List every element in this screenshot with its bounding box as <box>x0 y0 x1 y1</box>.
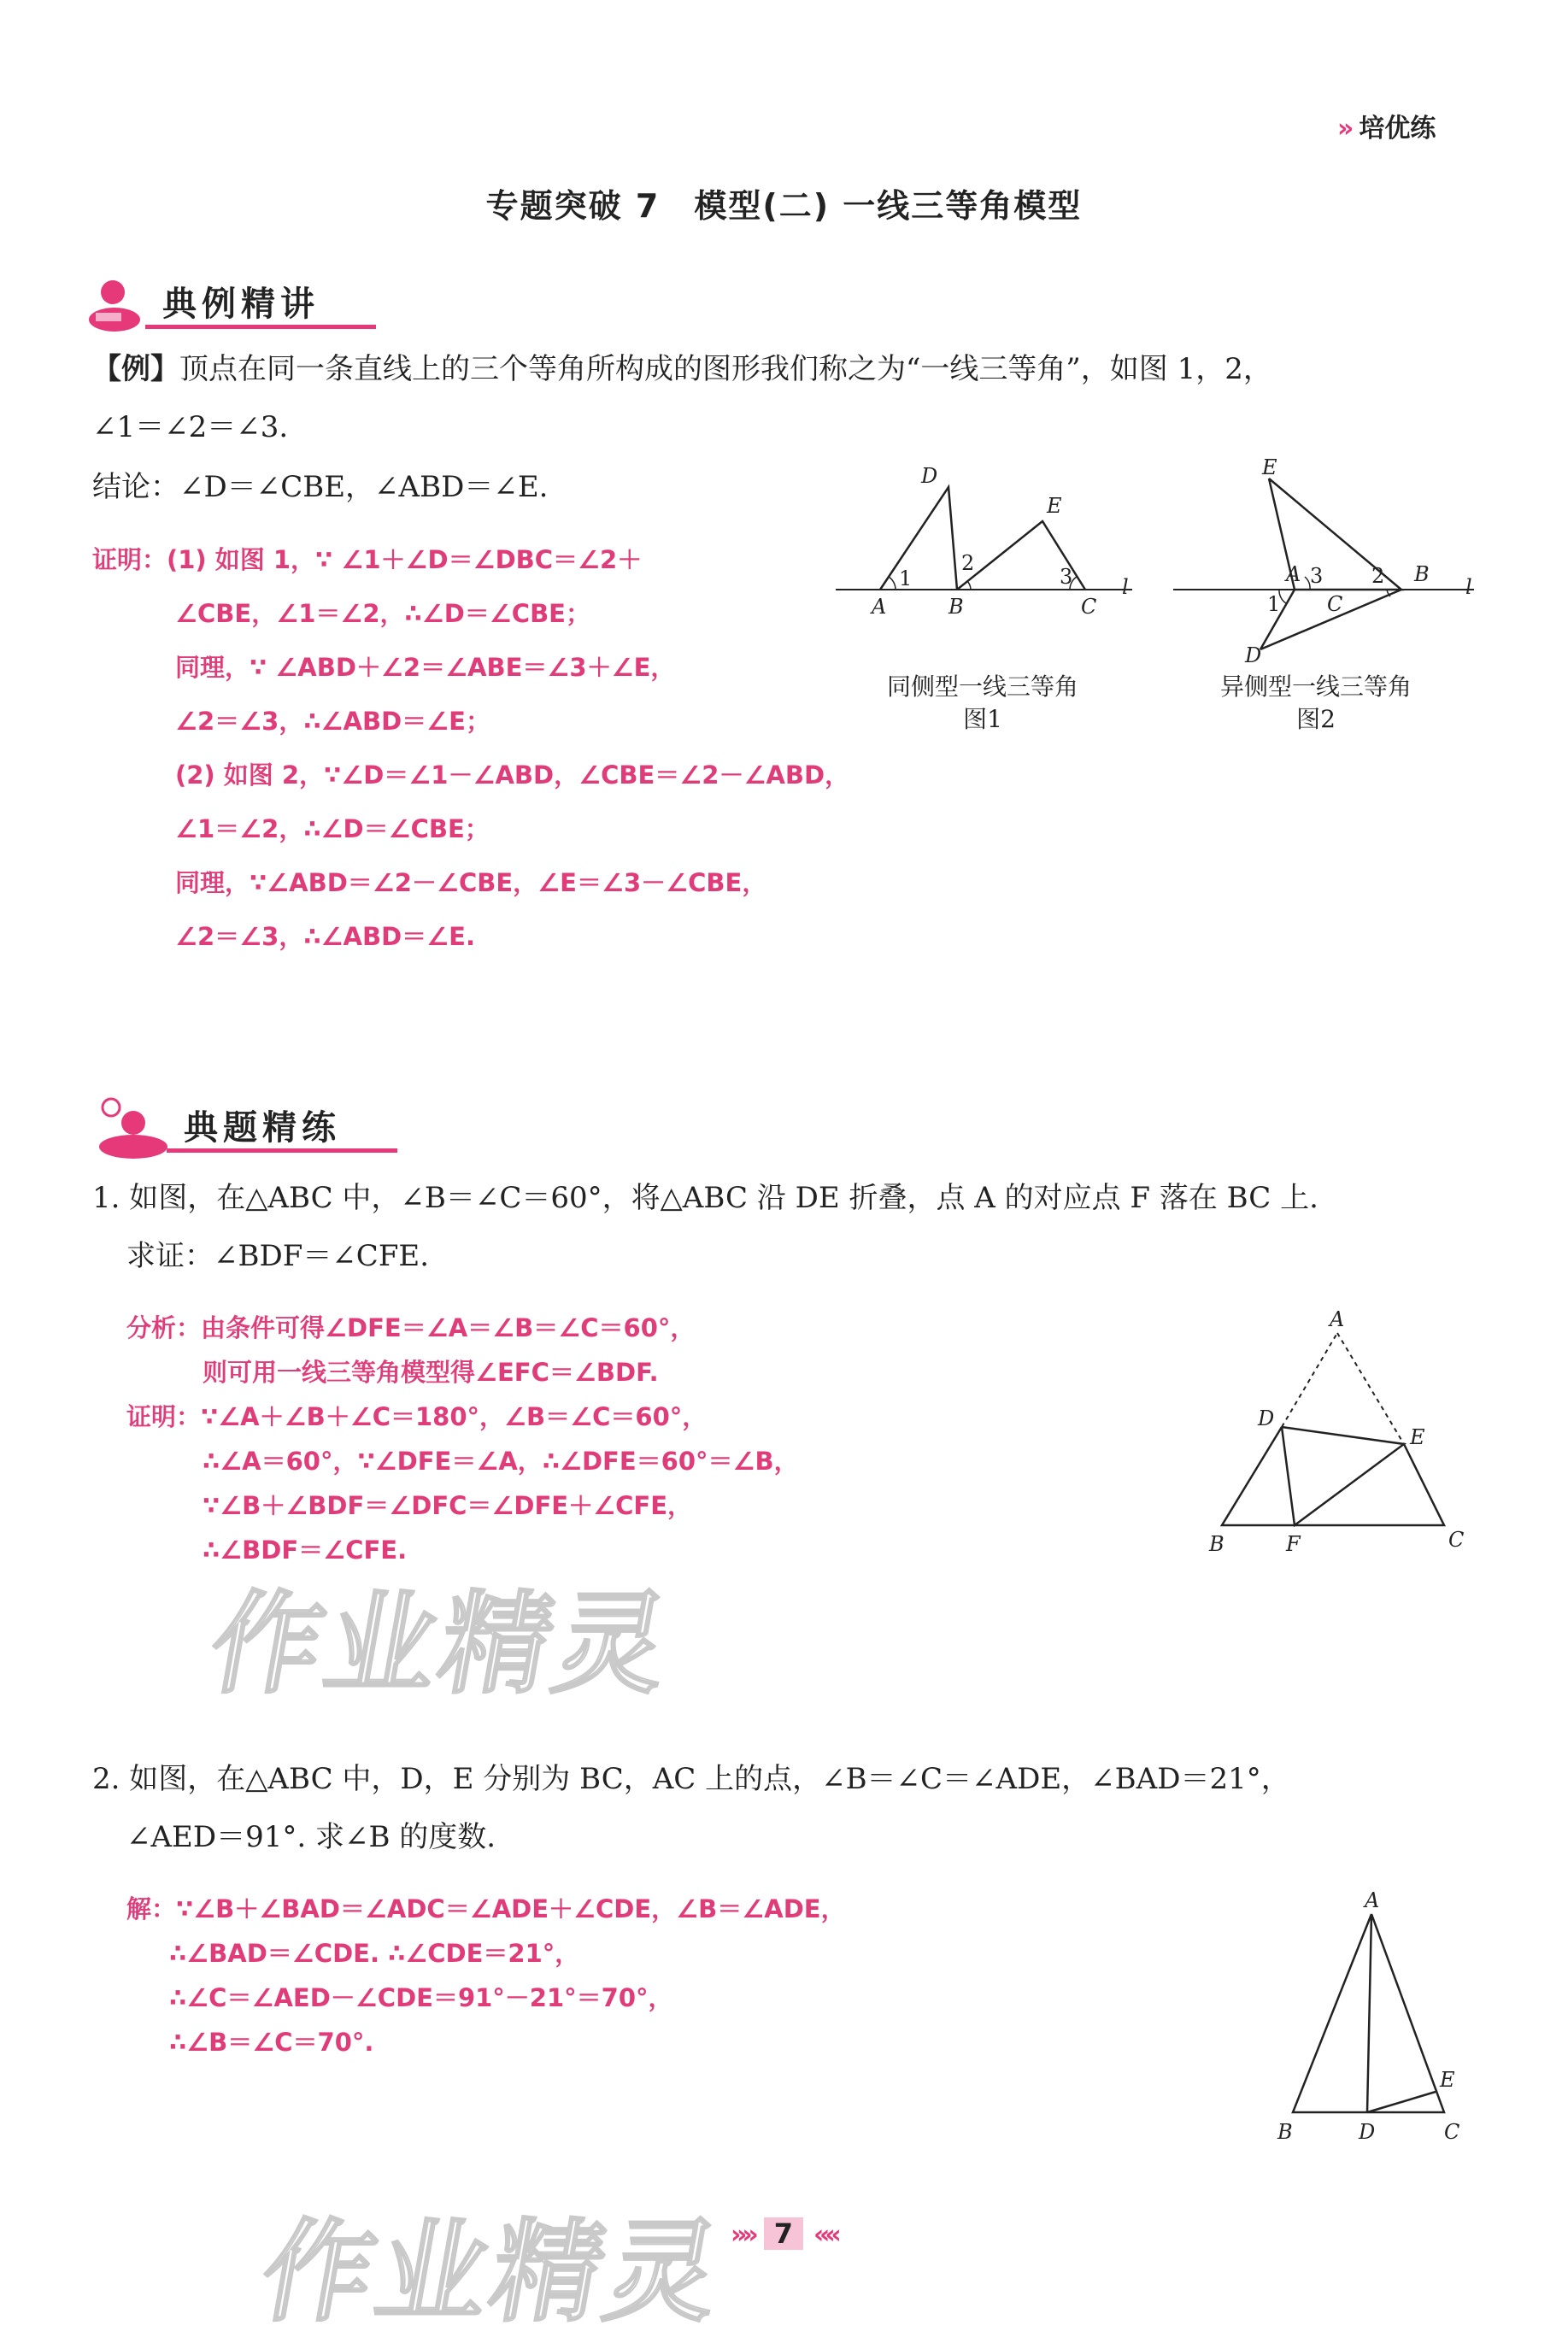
proof-line-6: ∠1＝∠2，∴∠D＝∠CBE； <box>175 814 490 843</box>
section-practice-header <box>85 1092 410 1160</box>
p1-solution-1: 分析：由条件可得∠DFE＝∠A＝∠B＝∠C＝60°， <box>126 1313 696 1342</box>
fig1-label-a: A <box>872 595 887 619</box>
example-line2: ∠1＝∠2＝∠3. <box>92 410 289 444</box>
section-example-header <box>85 273 376 333</box>
example-conclusion: 结论：∠D＝∠CBE，∠ABD＝∠E. <box>92 470 549 504</box>
fig1-number: 图1 <box>963 705 1002 733</box>
p2-solution-2: ∴∠BAD＝∠CDE. ∴∠CDE＝21°， <box>169 1939 580 1968</box>
example-statement <box>92 340 1502 398</box>
proof-line-7: 同理，∵∠ABD＝∠2－∠CBE，∠E＝∠3－∠CBE， <box>175 868 767 897</box>
chevron-right-icon: »» <box>731 2220 754 2250</box>
chevron-icon: » <box>1337 114 1348 144</box>
example-label: 【例】 <box>92 352 179 386</box>
section-underline <box>167 1148 397 1153</box>
fig1-angle-1: 1 <box>899 567 913 590</box>
header-tag <box>1337 107 1436 144</box>
proof-line-1: 证明：(1) 如图 1，∵ ∠1＋∠D＝∠DBC＝∠2＋ <box>92 545 643 574</box>
proof-line-4: ∠2＝∠3，∴∠ABD＝∠E； <box>175 707 490 736</box>
p1-label-e: E <box>1410 1425 1425 1449</box>
triangle-abd <box>880 487 957 590</box>
p1-solution-3: 证明：∵∠A＋∠B＋∠C＝180°，∠B＝∠C＝60°， <box>126 1402 708 1431</box>
fig2-angle-2: 2 <box>1371 564 1385 588</box>
p1-label-f: F <box>1286 1532 1301 1556</box>
student-reading-icon <box>85 1092 171 1160</box>
p1-solution-5: ∵∠B＋∠BDF＝∠DFC＝∠DFE＋∠CFE， <box>203 1491 693 1520</box>
section-example-title: 典例精讲 <box>162 285 320 324</box>
proof-line-2: ∠CBE，∠1＝∠2，∴∠D＝∠CBE； <box>175 599 590 628</box>
proof-line-8: ∠2＝∠3，∴∠ABD＝∠E. <box>175 922 475 951</box>
triangle-dfe <box>1282 1427 1404 1525</box>
proof-line-5: (2) 如图 2，∵∠D＝∠1－∠ABD，∠CBE＝∠2－∠ABD， <box>175 760 850 790</box>
fig2-label-d: D <box>1245 643 1262 666</box>
fig2-label-e: E <box>1262 455 1277 479</box>
problem2-line2: ∠AED＝91°. 求∠B 的度数. <box>126 1820 496 1854</box>
problem2-figure <box>1265 1888 1478 2153</box>
problem1-figure <box>1196 1307 1487 1564</box>
example-line1: 顶点在同一条直线上的三个等角所构成的图形我们称之为“一线三等角”，如图 1，2， <box>179 352 1272 386</box>
figure-2 <box>1166 453 1491 666</box>
p1-label-b: B <box>1209 1532 1224 1556</box>
p2-label-a: A <box>1365 1888 1380 1912</box>
fig1-angle-3: 3 <box>1060 565 1073 589</box>
page-title: 专题突破 7 模型(二) 一线三等角模型 <box>485 187 1083 225</box>
figure-1 <box>829 453 1154 632</box>
fig2-label-l: l <box>1465 575 1472 599</box>
fig1-angle-2: 2 <box>961 551 975 575</box>
p2-label-d: D <box>1359 2120 1376 2144</box>
fig1-label-d: D <box>921 464 938 488</box>
header-tag-label: 培优练 <box>1359 114 1436 144</box>
p2-label-c: C <box>1444 2120 1460 2144</box>
p1-solution-6: ∴∠BDF＝∠CFE. <box>203 1536 408 1565</box>
page-number-value: 7 <box>764 2217 803 2250</box>
fig2-caption: 异侧型一线三等角 <box>1219 672 1412 701</box>
p2-label-b: B <box>1277 2120 1293 2144</box>
page-number <box>731 2217 837 2250</box>
chevron-left-icon: «« <box>813 2220 837 2250</box>
p2-label-e: E <box>1440 2068 1455 2092</box>
p2-solution-4: ∴∠B＝∠C＝70°. <box>169 2028 374 2057</box>
fig1-label-e: E <box>1047 494 1062 518</box>
section-underline <box>145 325 376 329</box>
segment-de <box>1367 2092 1436 2112</box>
section-practice-title: 典题精练 <box>184 1108 341 1148</box>
fig1-label-l: l <box>1122 575 1129 599</box>
fig2-angle-1: 1 <box>1267 592 1281 616</box>
fig2-number: 图2 <box>1296 705 1336 733</box>
fig2-label-c: C <box>1327 592 1343 616</box>
problem2-line1: 2. 如图，在△ABC 中，D，E 分别为 BC，AC 上的点，∠B＝∠C＝∠ADE，∠BAD＝21°， <box>92 1762 1290 1796</box>
segment-ad <box>1367 1914 1371 2112</box>
p1-solution-2: 则可用一线三等角模型得∠EFC＝∠BDF. <box>203 1358 659 1387</box>
fig2-label-b: B <box>1414 562 1430 586</box>
fold-dash-ae <box>1337 1333 1404 1444</box>
fig1-label-c: C <box>1081 595 1097 619</box>
p2-solution-1: 解：∵∠B＋∠BAD＝∠ADC＝∠ADE＋∠CDE，∠B＝∠ADE， <box>126 1894 846 1923</box>
fig2-angle-3: 3 <box>1310 564 1324 588</box>
student-reading-icon <box>85 273 154 333</box>
watermark: 作业精灵 <box>251 2207 733 2337</box>
proof-line-3: 同理，∵ ∠ABD＋∠2＝∠ABE＝∠3＋∠E， <box>175 653 676 682</box>
fig1-caption: 同侧型一线三等角 <box>886 672 1078 701</box>
p2-solution-3: ∴∠C＝∠AED－∠CDE＝91°－21°＝70°， <box>169 1983 673 2012</box>
watermark: 作业精灵 <box>200 1579 682 1709</box>
fig2-label-a: A <box>1286 562 1301 586</box>
problem1-line2: 求证：∠BDF＝∠CFE. <box>126 1239 430 1273</box>
p1-solution-4: ∴∠A＝60°，∵∠DFE＝∠A，∴∠DFE＝60°＝∠B， <box>203 1447 799 1476</box>
p1-label-d: D <box>1258 1406 1275 1430</box>
fig1-label-b: B <box>948 595 964 619</box>
p1-label-c: C <box>1448 1528 1465 1552</box>
fold-dash-ad <box>1282 1333 1337 1427</box>
p1-label-a: A <box>1330 1307 1345 1331</box>
problem1-line1: 1. 如图，在△ABC 中，∠B＝∠C＝60°，将△ABC 沿 DE 折叠，点 A 的对应点 F 落在 BC 上. <box>92 1181 1318 1215</box>
